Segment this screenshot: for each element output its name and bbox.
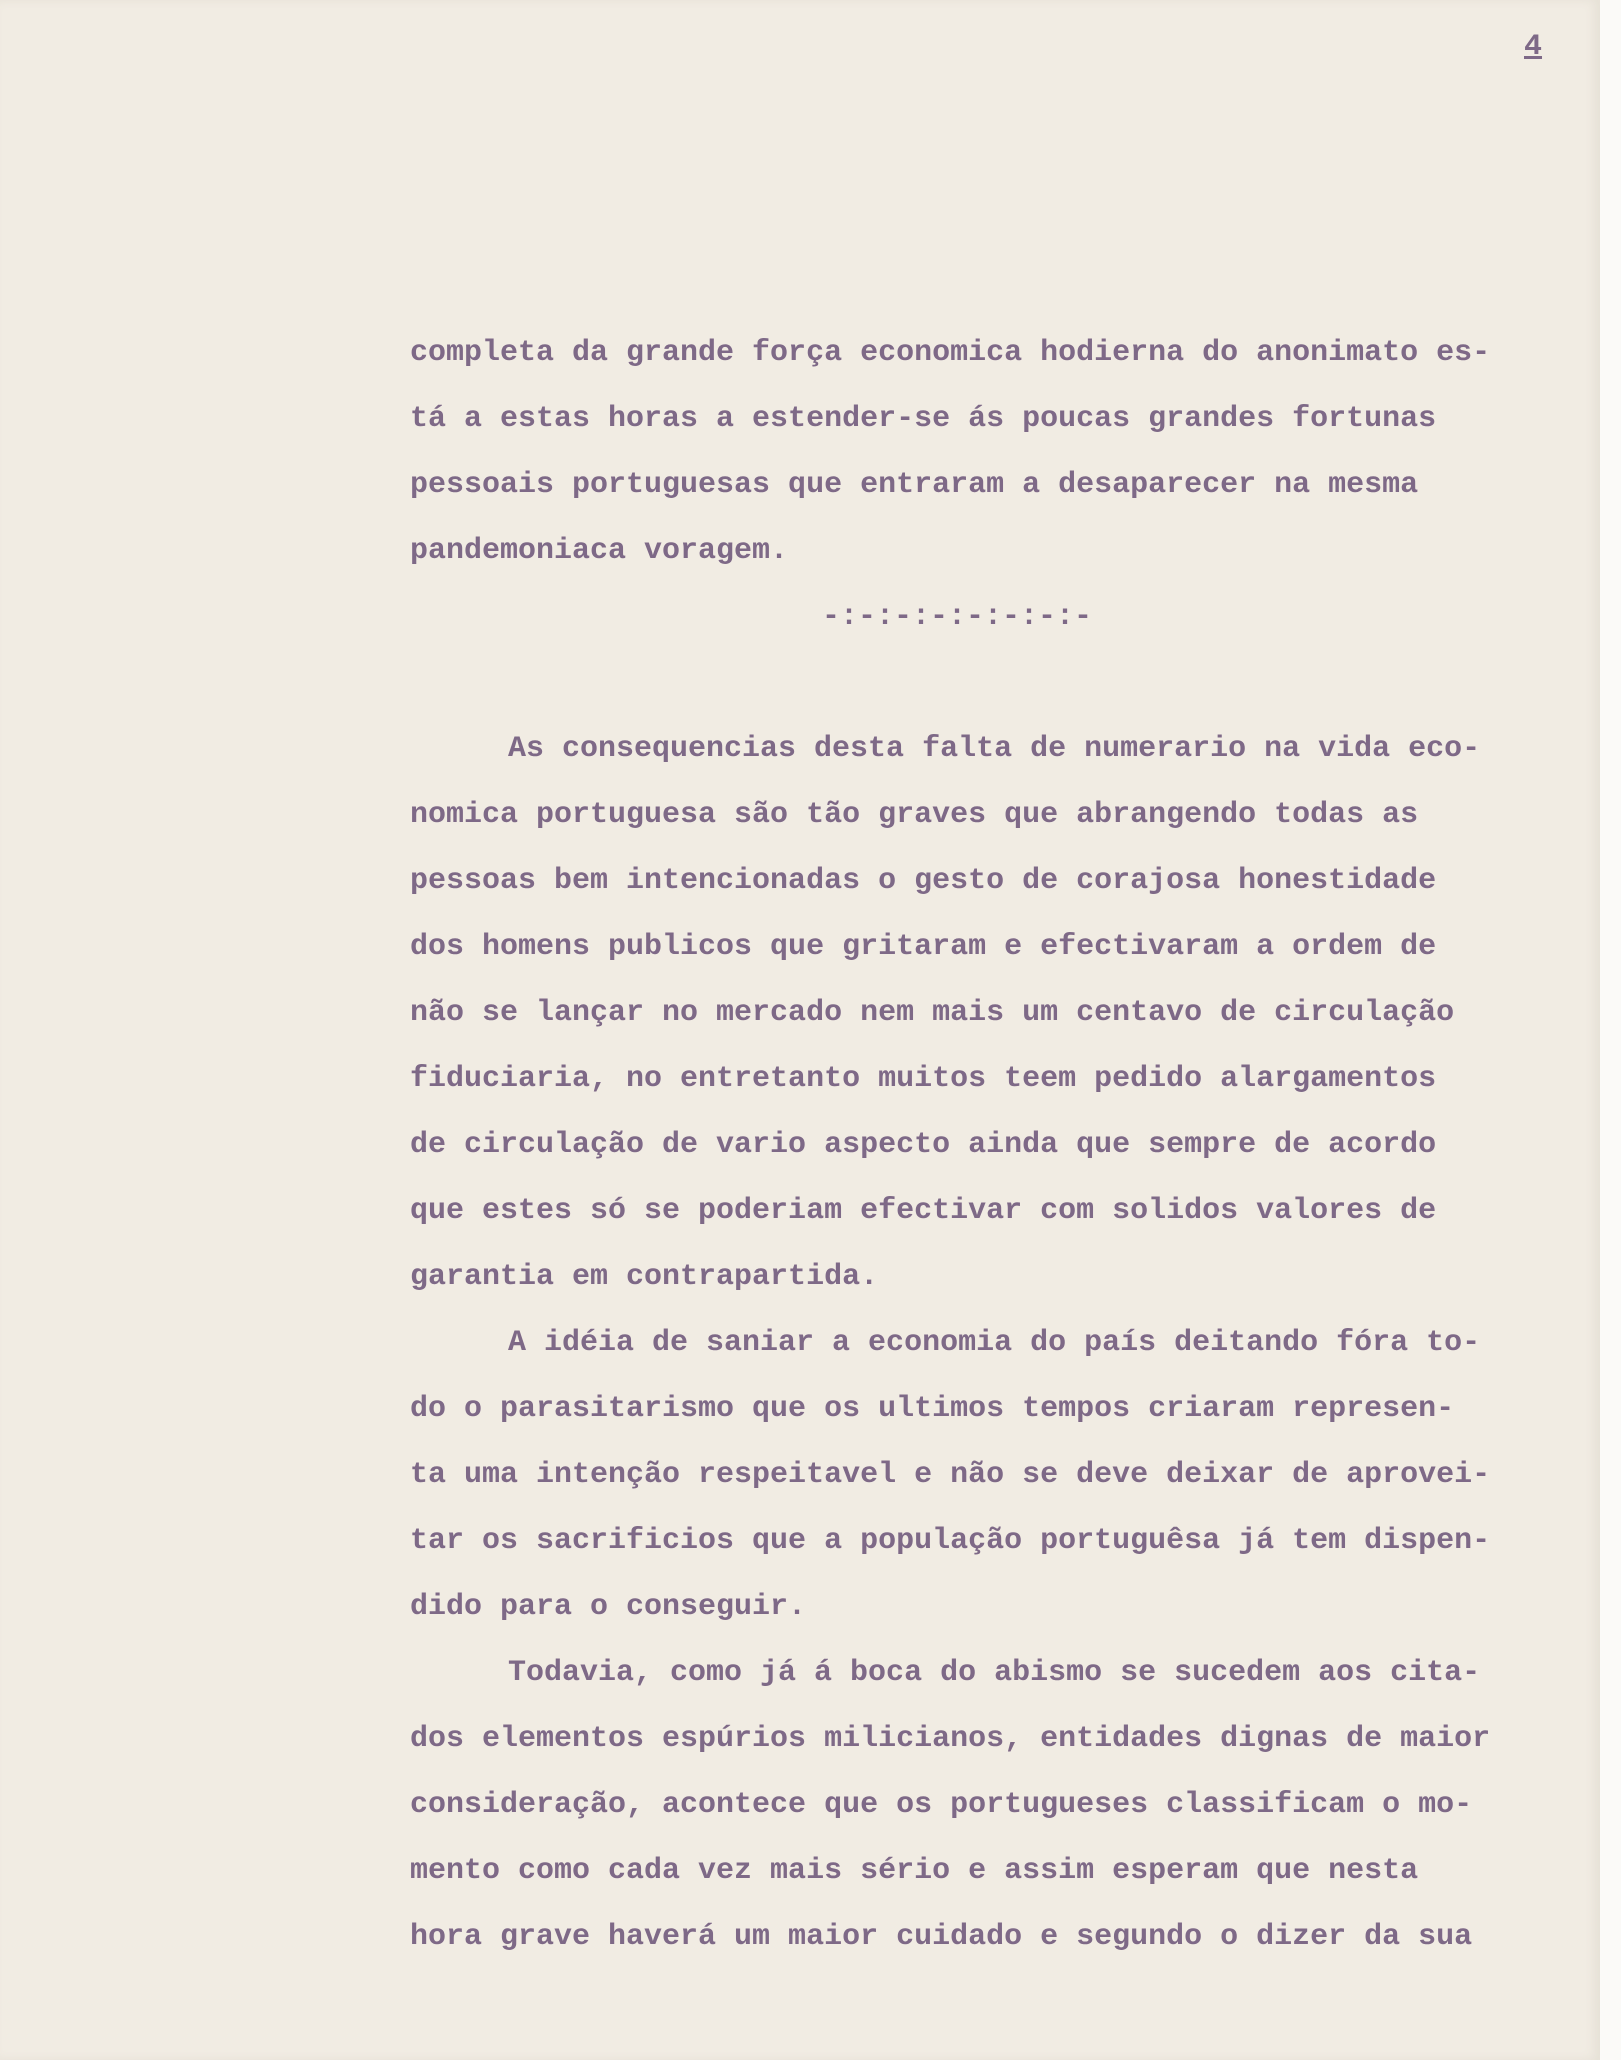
text-line: hora grave haverá um maior cuidado e segundo o dizer da sua <box>410 1920 1473 1954</box>
text-line: de circulação de vario aspecto ainda que sempre de acordo <box>410 1128 1437 1162</box>
text-line: mento como cada vez mais sério e assim esperam que nesta <box>410 1854 1419 1888</box>
text-line: garantia em contrapartida. <box>410 1260 879 1294</box>
text-line: tar os sacrificios que a população portuguêsa já tem dispen- <box>410 1524 1491 1558</box>
text-line: tá a estas horas a estender-se ás poucas grandes fortunas <box>410 402 1437 436</box>
text-line: pessoais portuguesas que entraram a desaparecer na mesma <box>410 468 1419 502</box>
text-line: fiduciaria, no entretanto muitos teem pedido alargamentos <box>410 1062 1437 1096</box>
text-line: nomica portuguesa são tão graves que abrangendo todas as <box>410 798 1419 832</box>
text-line: completa da grande força economica hodierna do anonimato es- <box>410 336 1491 370</box>
text-line: do o parasitarismo que os ultimos tempos criaram represen- <box>410 1392 1455 1426</box>
text-line: pandemoniaca voragem. <box>410 534 789 568</box>
section-divider: -:-:-:-:-:-:-:- <box>822 600 1093 634</box>
text-line: A idéia de saniar a economia do país deitando fóra to- <box>508 1326 1481 1360</box>
text-line: As consequencias desta falta de numerario na vida eco- <box>508 732 1481 766</box>
text-line: que estes só se poderiam efectivar com solidos valores de <box>410 1194 1437 1228</box>
text-line: não se lançar no mercado nem mais um centavo de circulação <box>410 996 1455 1030</box>
text-line: pessoas bem intencionadas o gesto de corajosa honestidade <box>410 864 1437 898</box>
text-line: Todavia, como já á boca do abismo se sucedem aos cita- <box>508 1656 1481 1690</box>
text-line: consideração, acontece que os portugueses classificam o mo- <box>410 1788 1473 1822</box>
document-body <box>410 320 1610 1970</box>
text-line: dos homens publicos que gritaram e efectivaram a ordem de <box>410 930 1437 964</box>
text-line <box>410 650 1610 716</box>
text-line: dido para o conseguir. <box>410 1590 807 1624</box>
text-line: ta uma intenção respeitavel e não se deve deixar de aprovei- <box>410 1458 1491 1492</box>
page-number: 4 <box>1524 30 1543 64</box>
text-line: dos elementos espúrios milicianos, entidades dignas de maior <box>410 1722 1491 1756</box>
